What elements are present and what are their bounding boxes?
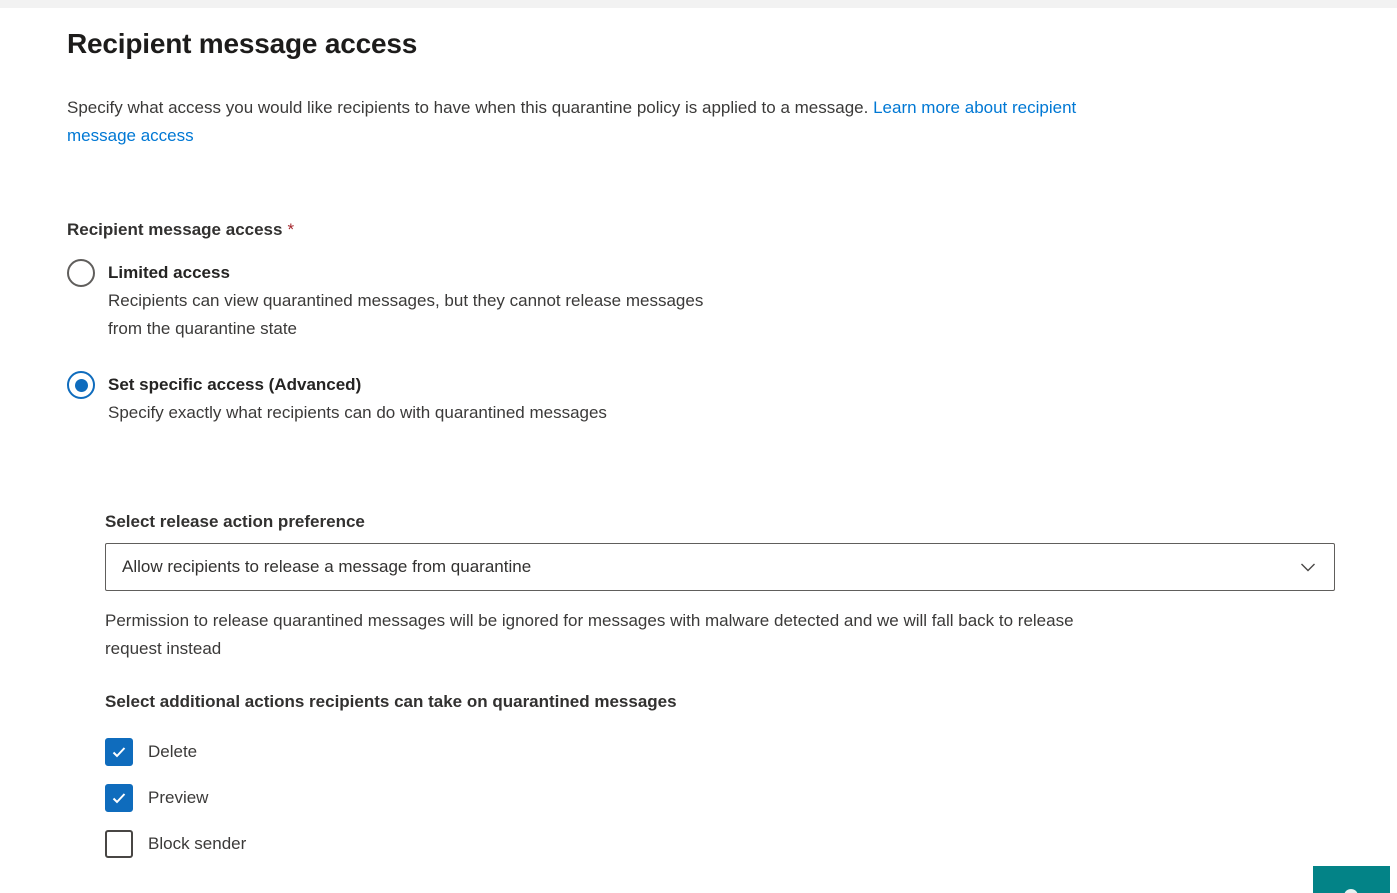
checkbox-row-preview[interactable] [105, 784, 1347, 812]
feedback-smiley-icon [1344, 889, 1358, 893]
delete-checkbox[interactable] [105, 738, 133, 766]
checkbox-row-block-sender[interactable] [105, 830, 1347, 858]
set-specific-access-texts [108, 371, 607, 427]
release-preference-selected-value: Allow recipients to release a message from quarantine [122, 557, 532, 576]
additional-actions-list [105, 738, 1347, 858]
checkbox-row-delete[interactable] [105, 738, 1347, 766]
chevron-down-icon [1298, 557, 1318, 577]
limited-access-description-line2: from the quarantine state [108, 319, 298, 338]
additional-actions-label: Select additional actions recipients can take on quarantined messages [105, 692, 677, 711]
advanced-access-section [105, 510, 1347, 858]
release-preference-dropdown[interactable] [105, 543, 1335, 591]
block-sender-checkbox[interactable] [105, 830, 133, 858]
intro-line1: Specify what access you would like recipients to have when this quarantine policy is applied to a message. [67, 98, 869, 117]
feedback-button[interactable] [1313, 866, 1390, 893]
access-field-label: Recipient message access * [67, 220, 295, 239]
limited-access-description-line1: Recipients can view quarantined messages, but they cannot release messages [108, 291, 704, 310]
release-preference-label: Select release action preference [105, 512, 365, 531]
learn-more-link[interactable]: Learn more about recipient [873, 98, 1077, 117]
note-line2: request instead [105, 639, 222, 658]
radio-option-limited-access[interactable] [67, 259, 1347, 343]
checkmark-icon [110, 789, 128, 807]
block-sender-checkbox-label[interactable]: Block sender [148, 834, 247, 853]
limited-access-radio[interactable] [67, 259, 95, 287]
preview-checkbox[interactable] [105, 784, 133, 812]
window-top-edge [0, 0, 1397, 8]
limited-access-texts [108, 259, 703, 343]
set-specific-access-radio[interactable] [67, 371, 95, 399]
radio-dot [75, 379, 88, 392]
checkmark-icon [110, 743, 128, 761]
note-line1: Permission to release quarantined messages will be ignored for messages with malware detected and we will fall back to release [105, 611, 1074, 630]
radio-option-set-specific-access[interactable] [67, 371, 1347, 427]
required-asterisk: * [287, 220, 295, 239]
limited-access-label[interactable]: Limited access [108, 263, 230, 282]
release-preference-note [105, 607, 1347, 663]
preview-checkbox-label[interactable]: Preview [148, 788, 209, 807]
intro-text [67, 94, 1347, 150]
set-specific-access-description-line1: Specify exactly what recipients can do with quarantined messages [108, 403, 607, 422]
set-specific-access-label[interactable]: Set specific access (Advanced) [108, 375, 362, 394]
delete-checkbox-label[interactable]: Delete [148, 742, 198, 761]
learn-more-link-line2[interactable]: message access [67, 126, 194, 145]
recipient-message-access-panel [0, 27, 1397, 858]
page-title: Recipient message access [67, 28, 418, 59]
